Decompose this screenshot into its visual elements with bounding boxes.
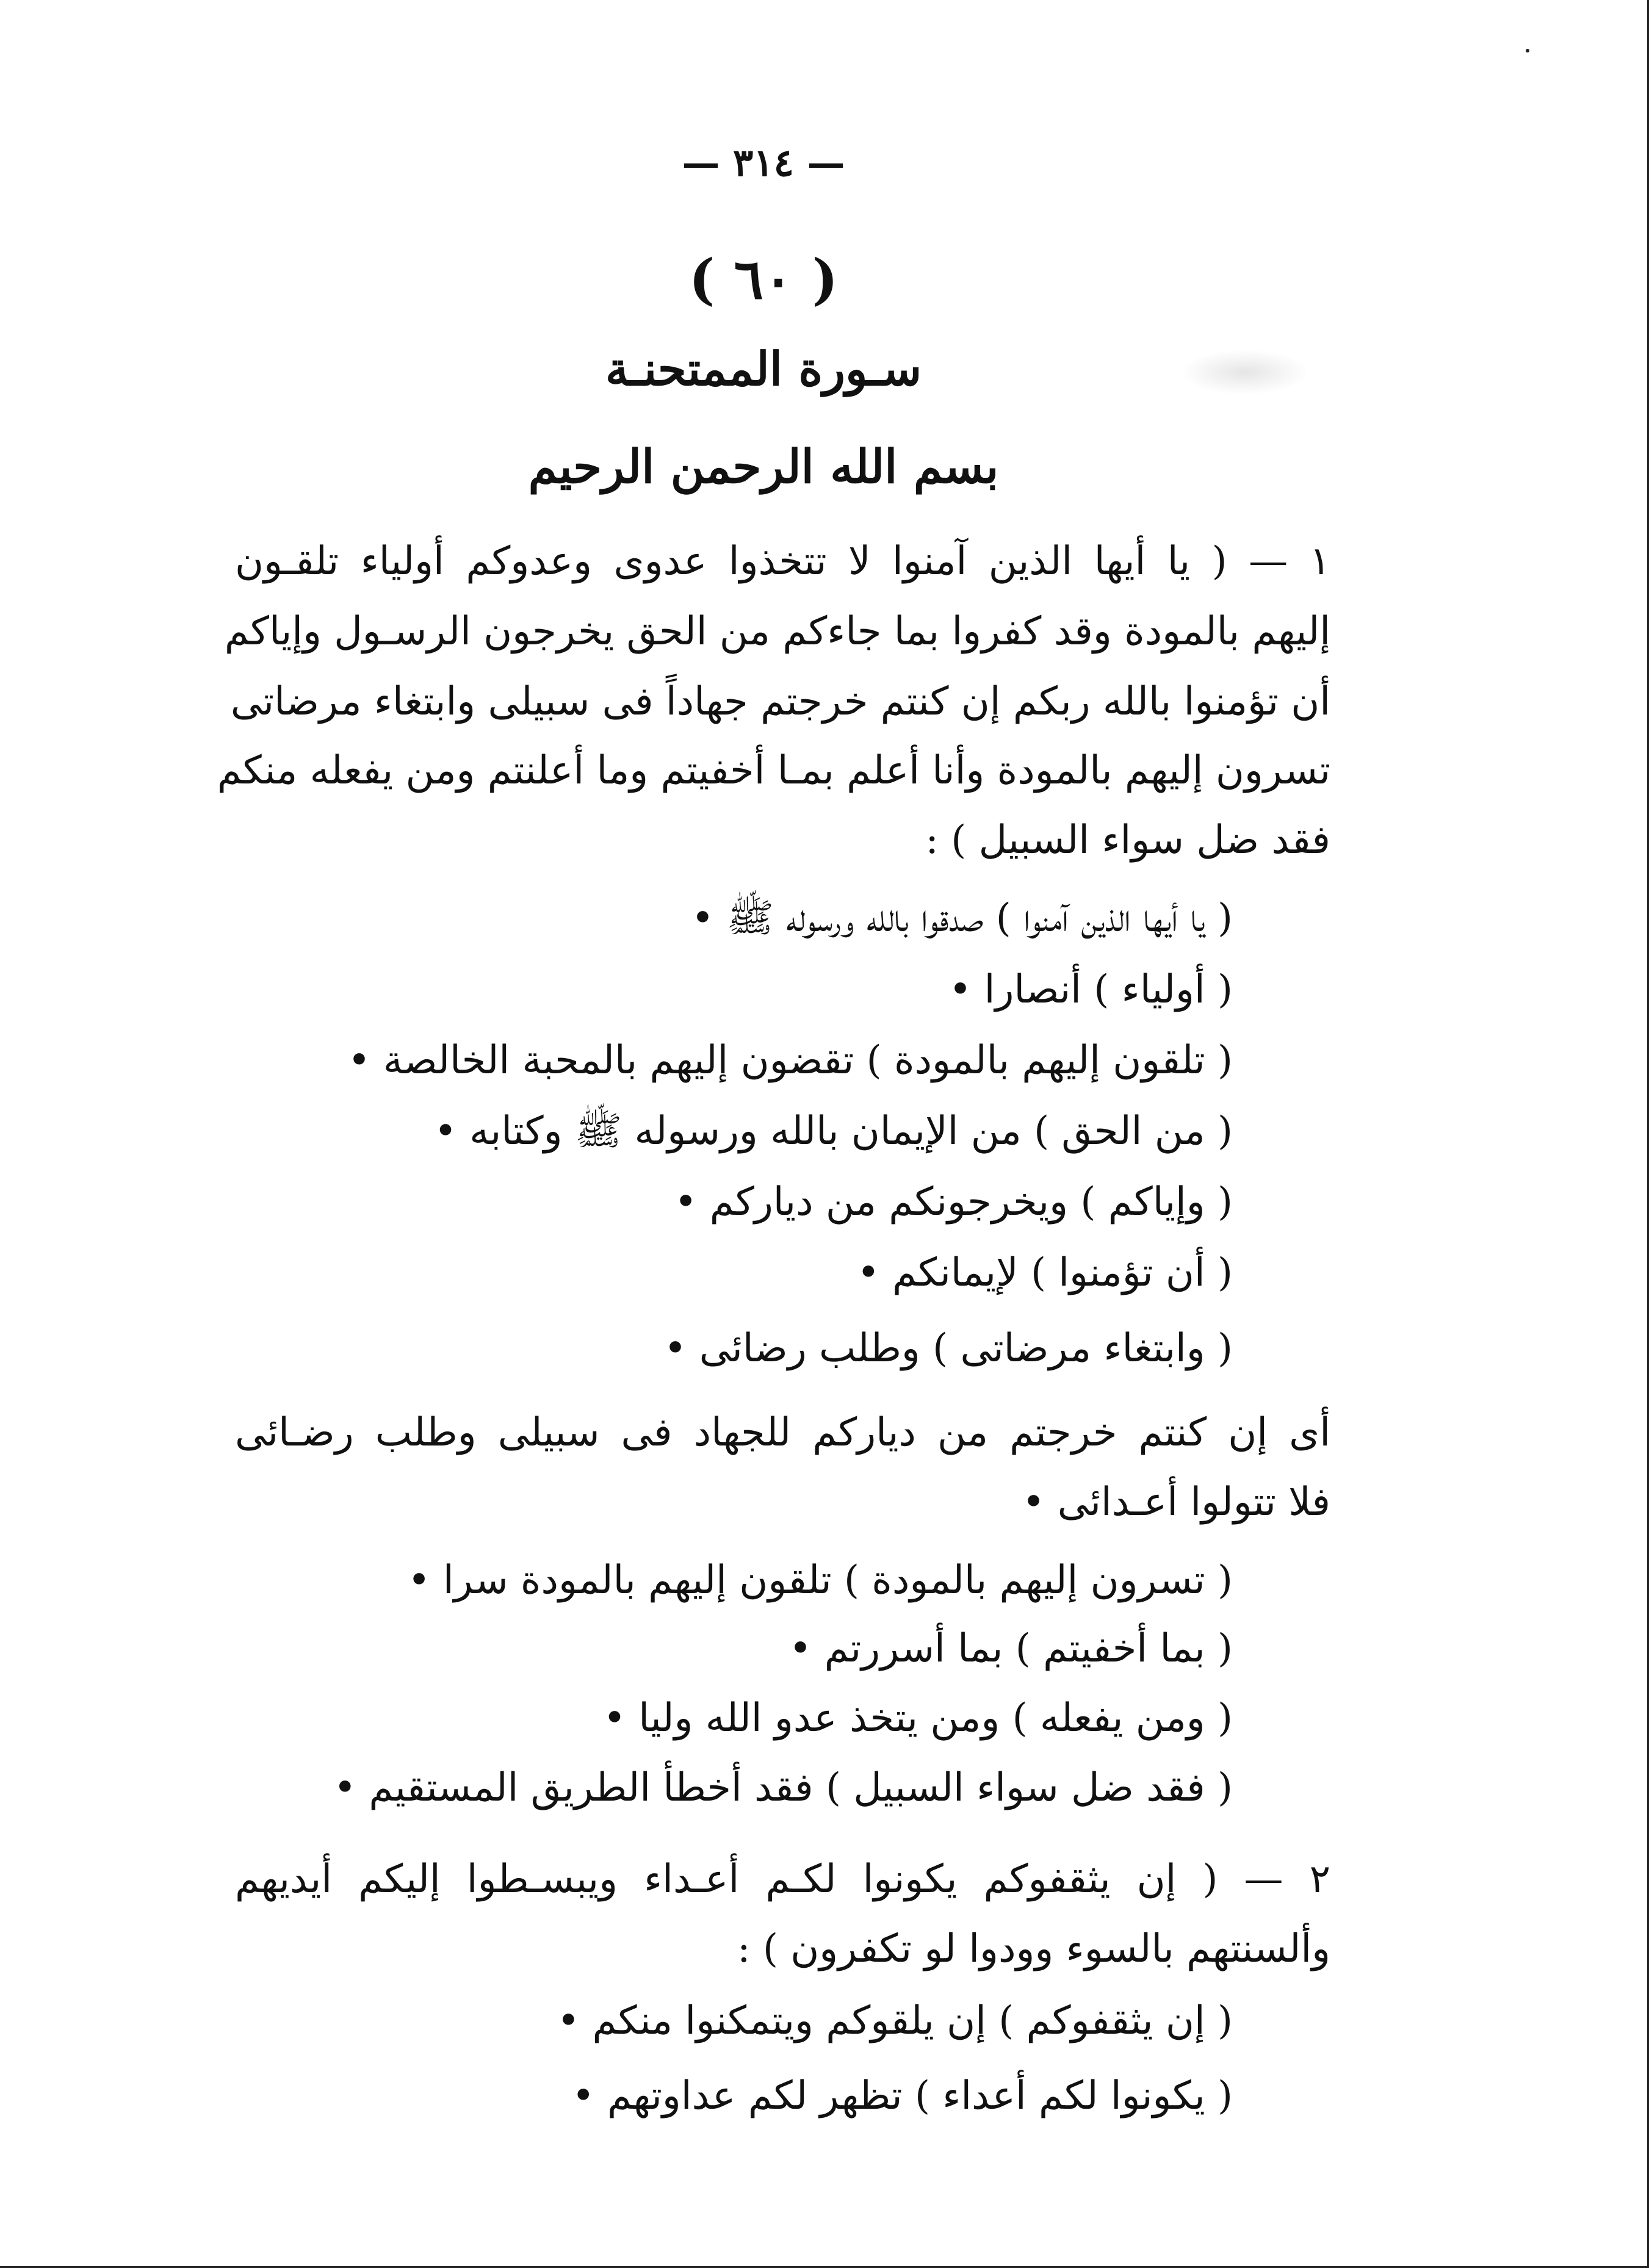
scan-speck <box>1526 49 1529 52</box>
verse-1-line: تسرون إليهم بالمودة وأنا أعلم بمـا أخفيتم وما أعلنتم ومن يفعله منكم <box>217 748 1330 793</box>
gloss-line: ( إن يثقفوكم ) إن يلقوكم ويتمكنوا منكم • <box>557 1998 1233 2043</box>
surah-number: ( ٦٠ ) <box>688 247 839 312</box>
verse-1-line: ١ — ( يا أيها الذين آمنوا لا تتخذوا عدوى وعدوكم أولياء تلقـون <box>235 539 1330 584</box>
gloss-line: ( أولياء ) أنصارا • <box>948 967 1233 1012</box>
verse-1-line: إليهم بالمودة وقد كفروا بما جاءكم من الحق يخرجون الرسـول وإياكم <box>224 609 1330 654</box>
gloss-line: ( تسرون إليهم بالمودة ) تلقون إليهم بالمودة سرا • <box>407 1558 1233 1603</box>
gloss-line: ( فقد ضل سواء السبيل ) فقد أخطأ الطريق المستقيم • <box>333 1765 1233 1810</box>
surah-title: سـورة الممتحنـة <box>605 342 922 396</box>
gloss-line: ( يا أيها الذين آمنوا ) صدقوا بالله ورسوله ﷺ • <box>691 896 1233 941</box>
gloss-line: ( يكونوا لكم أعداء ) تظهر لكم عداوتهم • <box>571 2073 1233 2119</box>
explanation-line: فلا تتولوا أعـدائى • <box>1022 1480 1330 1525</box>
basmala-heading: بسم الله الرحمن الرحيم <box>528 439 999 494</box>
gloss-line: ( أن تؤمنوا ) لإيمانكم • <box>856 1250 1233 1295</box>
gloss-line: ( من الحق ) من الإيمان بالله ورسوله ﷺ وكتابه • <box>434 1109 1233 1154</box>
verse-2-line: وألسنتهم بالسوء وودوا لو تكفرون ) : <box>737 1926 1330 1971</box>
gloss-line: ( وإياكم ) ويخرجونكم من دياركم • <box>674 1179 1233 1225</box>
verse-2-line: ٢ — ( إن يثقفوكم يكونوا لكـم أعـداء ويبسـطوا إليكم أيديهم <box>235 1857 1330 1902</box>
gloss-line: ( تلقون إليهم بالمودة ) تقضون إليهم بالمحبة الخالصة • <box>347 1038 1233 1083</box>
page-number: — ٣١٤ — <box>682 140 845 185</box>
scan-smudge <box>1184 351 1306 394</box>
gloss-line: ( وابتغاء مرضاتى ) وطلب رضائى • <box>663 1326 1233 1371</box>
verse-1-line: أن تؤمنوا بالله ربكم إن كنتم خرجتم جهاداً فى سبيلى وابتغاء مرضاتى <box>230 679 1330 724</box>
explanation-line: أى إن كنتم خرجتم من دياركم للجهاد فى سبيلى وطلب رضـائى <box>235 1410 1330 1455</box>
verse-1-line: فقد ضل سواء السبيل ) : <box>925 818 1330 863</box>
gloss-line: ( ومن يفعله ) ومن يتخذ عدو الله وليا • <box>603 1696 1233 1741</box>
gloss-line: ( بما أخفيتم ) بما أسررتم • <box>788 1626 1233 1671</box>
